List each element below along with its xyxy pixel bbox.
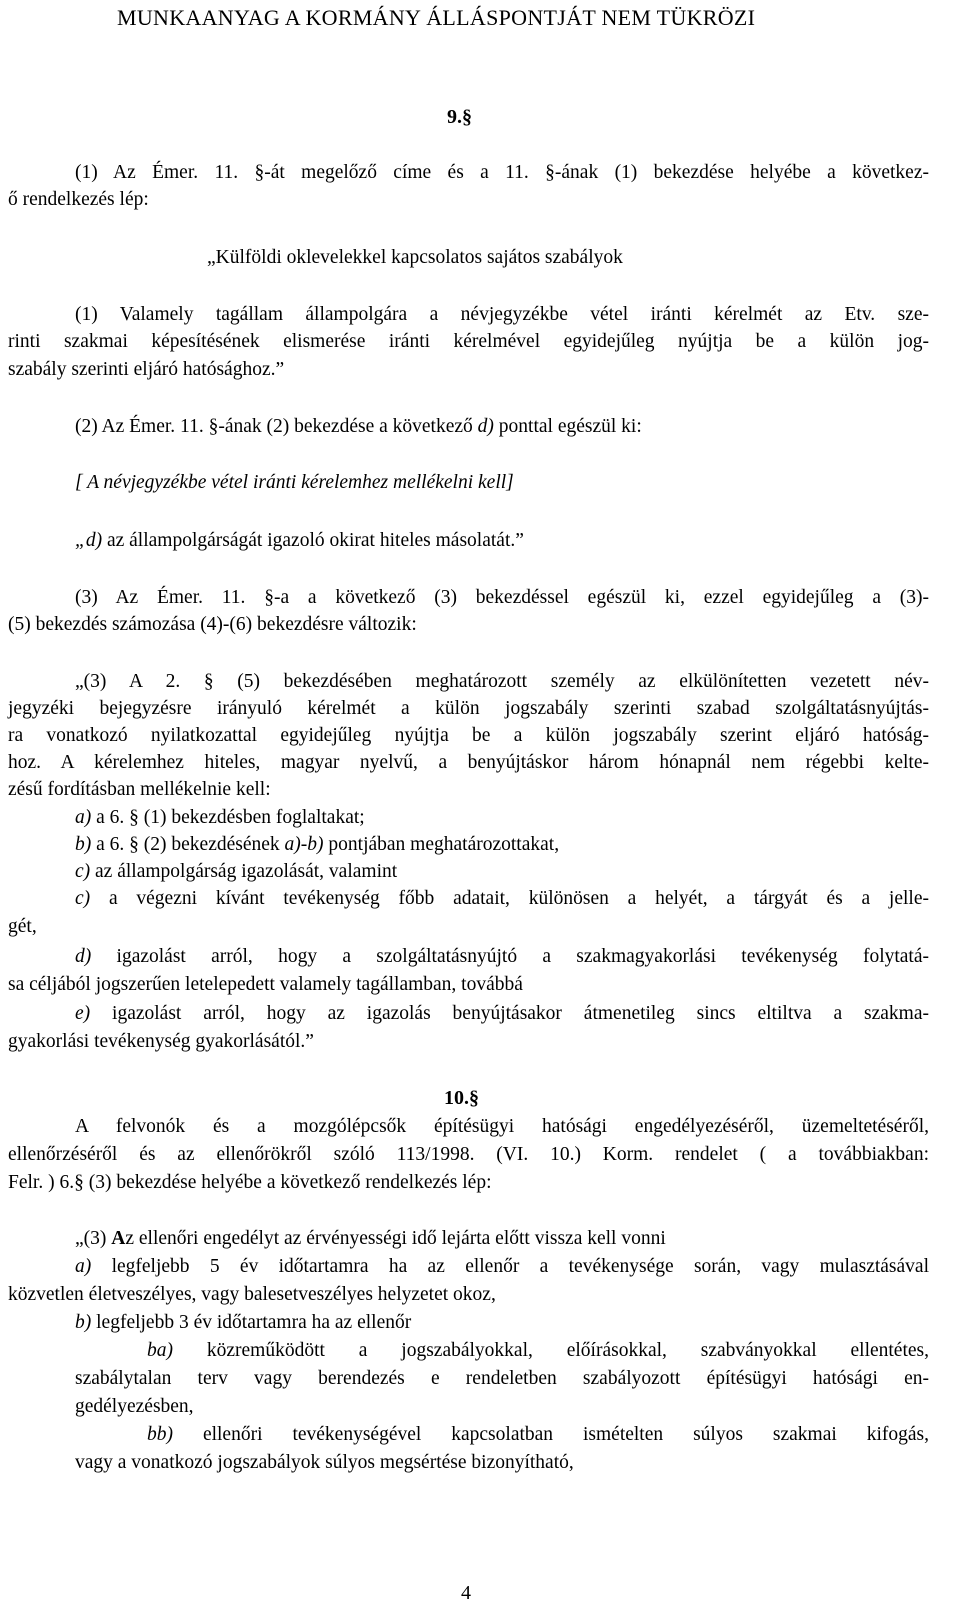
s9-subtitle: „Külföldi oklevelekkel kapcsolatos sajátos szabályok [207, 247, 623, 268]
s10-bb-cont: vagy a vonatkozó jogszabályok súlyos megsértése bizonyítható, [75, 1452, 574, 1473]
s10-bb: bb) ellenőri tevékenységével kapcsolatban ismételten súlyos szakmai kifogás, [147, 1424, 929, 1445]
page-header: MUNKAANYAG A KORMÁNY ÁLLÁSPONTJÁT NEM TÜKRÖZI [117, 5, 756, 30]
s9-list-c1: c) az állampolgárság igazolását, valamint [75, 861, 398, 882]
s9-p2-line3: szabály szerinti eljáró hatósághoz.” [8, 359, 285, 380]
s9-list-e-cont: gyakorlási tevékenység gyakorlásától.” [8, 1031, 314, 1052]
s10-ba: ba) közreműködött a jogszabályokkal, előírásokkal, szabványokkal ellentétes, [147, 1340, 929, 1361]
s10-a: a) legfeljebb 5 év időtartamra ha az ellenőr a tevékenysége során, vagy mulasztásával [75, 1256, 929, 1277]
s10-quote: „(3) Az ellenőri engedélyt az érvényességi idő lejárta előtt vissza kell vonni [75, 1228, 666, 1249]
s9-p4: [ A névjegyzékbe vétel iránti kérelemhez mellékelni kell] [75, 472, 514, 493]
s9-p2-line1: (1) Valamely tagállam állampolgára a névjegyzékbe vétel iránti kérelmét az Etv. sze- [75, 304, 929, 325]
s9-list-e: e) igazolást arról, hogy az igazolás benyújtásakor átmenetileg sincs eltiltva a szakma- [75, 1003, 929, 1024]
s9-list-c2: c) a végezni kívánt tevékenység főbb adatait, különösen a helyét, a tárgyát és a jelle- [75, 888, 929, 909]
s9-list-b: b) a 6. § (2) bekezdésének a)-b) pontjában meghatározottakat, [75, 834, 560, 855]
s9-p2-line2: rinti szakmai képesítésének elismerése iránti kérelmével egyidejűleg nyújtja be a külön jog- [8, 331, 929, 352]
s10-a-cont: közvetlen életveszélyes, vagy balesetveszélyes helyzetet okoz, [8, 1284, 496, 1305]
section-9-heading: 9.§ [447, 106, 472, 128]
s9-list-d: d) igazolást arról, hogy a szolgáltatásnyújtó a szakmagyakorlási tevékenység folytatá- [75, 946, 929, 967]
s10-p1-line3: Felr. ) 6.§ (3) bekezdése helyébe a következő rendelkezés lép: [8, 1172, 492, 1193]
s9-list-d-cont: sa céljából jogszerűen letelepedett valamely tagállamban, továbbá [8, 974, 523, 995]
s9-p3: (2) Az Émer. 11. §-ának (2) bekezdése a következő d) ponttal egészül ki: [75, 416, 642, 437]
s9-p7-line5: zésű fordításban mellékelnie kell: [8, 779, 271, 800]
s9-p7-line3: ra vonatkozó nyilatkozattal egyidejűleg nyújtja be a külön jogszabály szerint eljáró hatóság- [8, 725, 929, 746]
s9-list-a: a) a 6. § (1) bekezdésben foglaltakat; [75, 807, 365, 828]
page-number: 4 [461, 1582, 471, 1604]
section-10-heading: 10.§ [444, 1087, 479, 1109]
s9-p7-line1: „(3) A 2. § (5) bekezdésében meghatározott személy az elkülönítetten vezetett név- [75, 671, 929, 692]
s9-list-c2-cont: gét, [8, 916, 37, 937]
s9-p7-line2: jegyzéki bejegyzésre irányuló kérelmét a külön jogszabály szerinti szabad szolgáltatásnyújtás- [8, 698, 929, 719]
s10-p1-line1: A felvonók és a mozgólépcsők építésügyi hatósági engedélyezéséről, üzemeltetéséről, [75, 1116, 929, 1137]
s10-ba-cont1: szabálytalan terv vagy berendezés e rendeletben szabályozott építésügyi hatósági en- [75, 1368, 929, 1389]
s10-p1-line2: ellenőrzéséről és az ellenőrökről szóló 113/1998. (VI. 10.) Korm. rendelet ( a továbbiakban: [8, 1144, 929, 1165]
s9-p7-line4: hoz. A kérelemhez hiteles, magyar nyelvű, a benyújtáskor három hónapnál nem régebbi kelte- [8, 752, 929, 773]
s9-p5: „d) az állampolgárságát igazoló okirat hiteles másolatát.” [75, 530, 524, 551]
s10-ba-cont2: gedélyezésben, [75, 1396, 194, 1417]
s9-p1-line2: ő rendelkezés lép: [8, 189, 149, 210]
s9-p1-line1: (1) Az Émer. 11. §-át megelőző címe és a 11. §-ának (1) bekezdése helyébe a következ- [75, 162, 929, 183]
s9-p6-line2: (5) bekezdés számozása (4)-(6) bekezdésre változik: [8, 614, 417, 635]
s9-p6-line1: (3) Az Émer. 11. §-a a következő (3) bekezdéssel egészül ki, ezzel egyidejűleg a (3)- [75, 587, 929, 608]
s10-b: b) legfeljebb 3 év időtartamra ha az ellenőr [75, 1312, 412, 1333]
